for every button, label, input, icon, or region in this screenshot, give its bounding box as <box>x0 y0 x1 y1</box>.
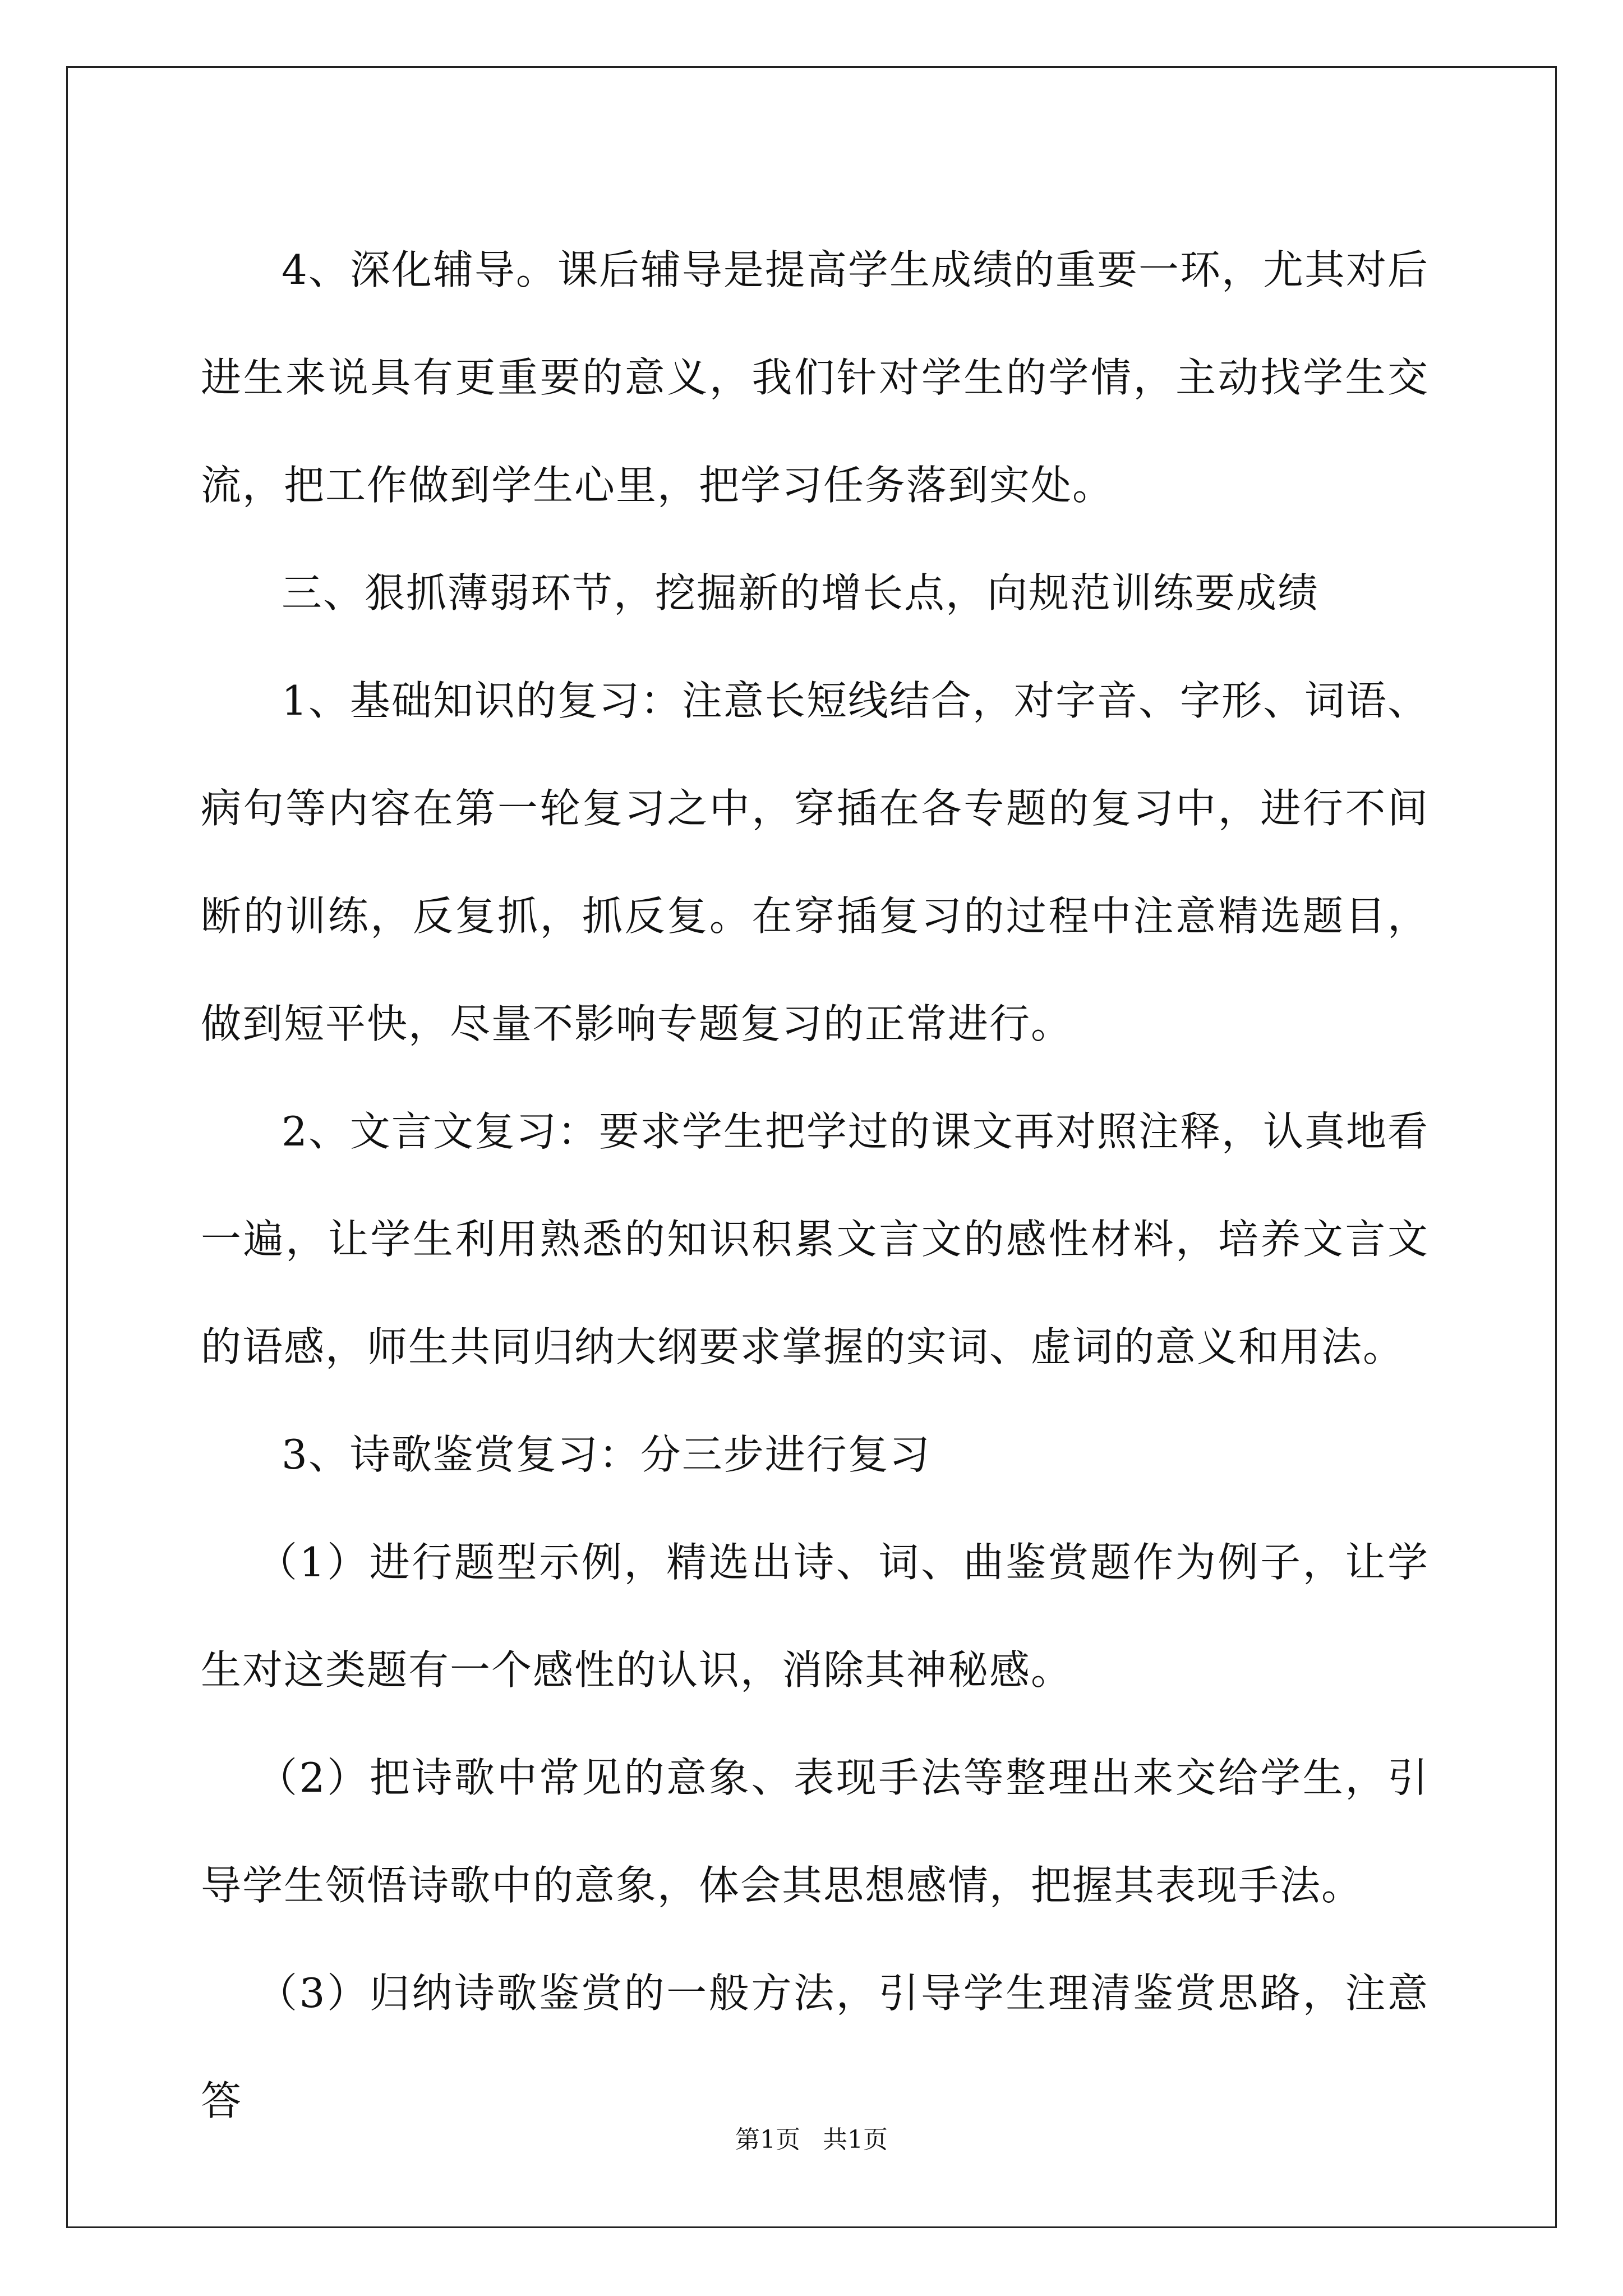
paragraph-classical-chinese-review: 2、文言文复习：要求学生把学过的课文再对照注释，认真地看一遍，让学生利用熟悉的知识积累文言文的感性材料，培养文言文的语感，师生共同归纳大纲要求掌握的实词、虚词的意义和用法。 <box>201 1108 1429 1370</box>
paragraph-poetry-step-3: （3）归纳诗歌鉴赏的一般方法，引导学生理清鉴赏思路，注意答 <box>201 1970 1429 2124</box>
paragraph-basic-knowledge-review: 1、基础知识的复习：注意长短线结合，对字音、字形、词语、病句等内容在第一轮复习之中，穿插在各专题的复习中，进行不间断的训练，反复抓，抓反复。在穿插复习的过程中注意精选题目，做到短平快，尽量不影响专题复习的正常进行。 <box>201 677 1429 1047</box>
page-footer <box>0 2123 1623 2157</box>
paragraph-poetry-step-1: （1）进行题型示例，精选出诗、词、曲鉴赏题作为例子，让学生对这类题有一个感性的认识，消除其神秘感。 <box>201 1539 1429 1694</box>
page-number-current: 第1页 <box>735 2125 800 2154</box>
section-heading-weak-links: 三、狠抓薄弱环节，挖掘新的增长点，向规范训练要成绩 <box>282 569 1320 616</box>
page-number-total: 共1页 <box>823 2125 888 2154</box>
paragraph-poetry-review: 3、诗歌鉴赏复习：分三步进行复习 <box>282 1431 931 1478</box>
paragraph-deepen-tutoring: 4、深化辅导。课后辅导是提高学生成绩的重要一环，尤其对后进生来说具有更重要的意义，我们针对学生的学情，主动找学生交流，把工作做到学生心里，把学习任务落到实处。 <box>201 246 1429 509</box>
paragraph-poetry-step-2: （2）把诗歌中常见的意象、表现手法等整理出来交给学生，引导学生领悟诗歌中的意象，体会其思想感情，把握其表现手法。 <box>201 1754 1429 1909</box>
document-body <box>201 216 1429 2155</box>
